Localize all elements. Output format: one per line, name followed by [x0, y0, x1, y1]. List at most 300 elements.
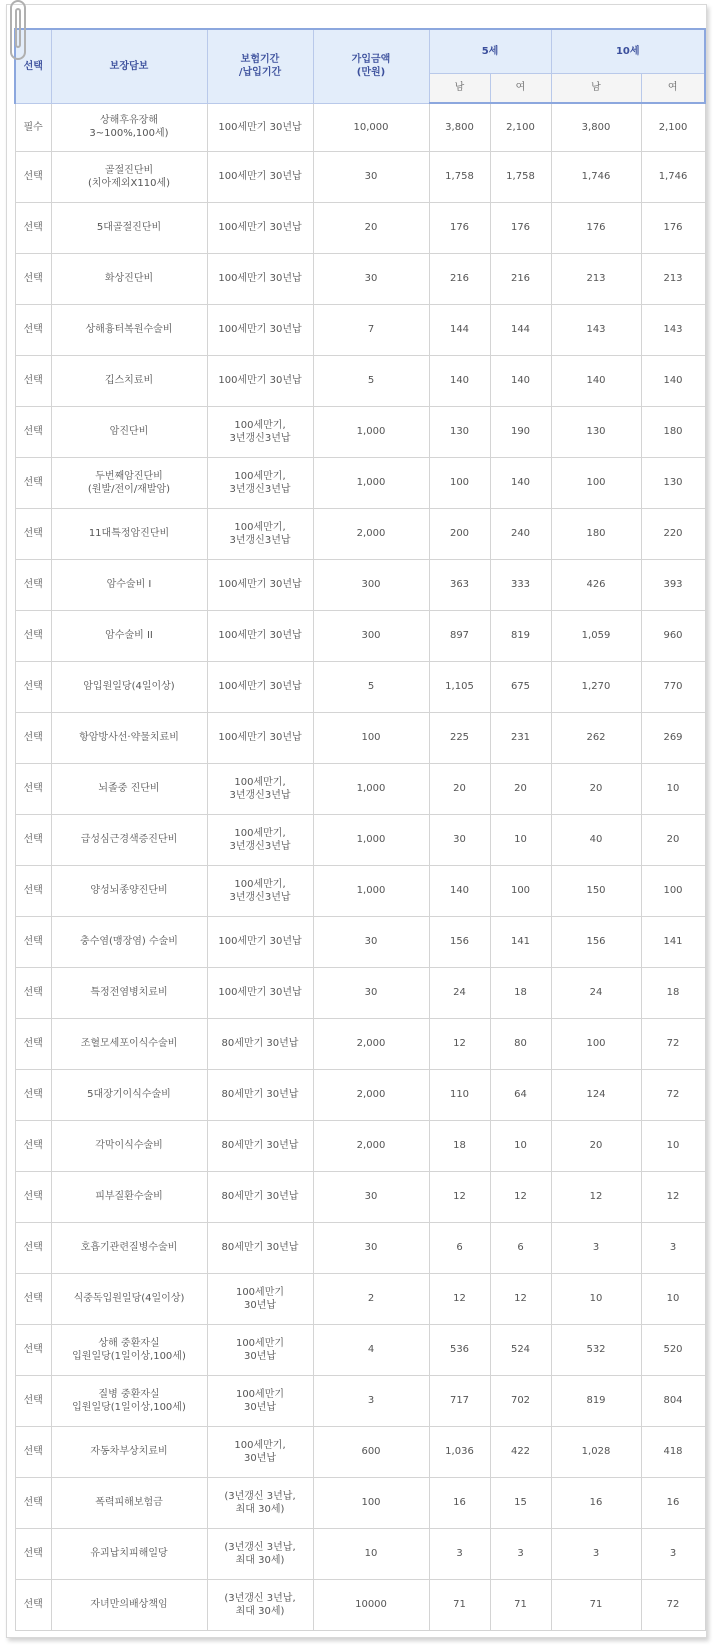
cell-type: 선택 [15, 814, 51, 865]
cell-female-10: 269 [641, 712, 705, 763]
cell-male-10: 262 [551, 712, 641, 763]
cell-type: 선택 [15, 406, 51, 457]
cell-female-10: 143 [641, 304, 705, 355]
cell-coverage-line: 상해흉터복원수술비 [85, 324, 173, 335]
cell-period-line: 80세만기 30년납 [221, 1038, 299, 1049]
cell-amount: 1,000 [313, 457, 429, 508]
cell-male-5: 16 [429, 1477, 490, 1528]
cell-period [207, 1273, 313, 1324]
cell-male-5: 200 [429, 508, 490, 559]
cell-male-5: 24 [429, 967, 490, 1018]
cell-coverage [51, 202, 207, 253]
cell-period [207, 151, 313, 202]
cell-coverage-line: 3~100%,100세) [89, 128, 169, 139]
table-row [15, 304, 705, 355]
cell-female-5: 140 [490, 457, 551, 508]
cell-period [207, 508, 313, 559]
table-row [15, 1018, 705, 1069]
cell-female-5: 64 [490, 1069, 551, 1120]
cell-period [207, 406, 313, 457]
cell-coverage-line: 화상진단비 [104, 273, 154, 284]
cell-male-10: 124 [551, 1069, 641, 1120]
cell-period-line: (3년갱신 3년납, [224, 1592, 296, 1604]
cell-type: 선택 [15, 1324, 51, 1375]
cell-amount: 2,000 [313, 1018, 429, 1069]
cell-female-5: 190 [490, 406, 551, 457]
cell-coverage [51, 1018, 207, 1069]
cell-male-5: 12 [429, 1273, 490, 1324]
cell-period-line: 100세만기, [234, 1439, 286, 1451]
cell-type: 선택 [15, 712, 51, 763]
cell-type: 선택 [15, 1120, 51, 1171]
cell-period [207, 865, 313, 916]
cell-period-line: 80세만기 30년납 [221, 1191, 299, 1202]
cell-male-5: 6 [429, 1222, 490, 1273]
cell-female-10: 130 [641, 457, 705, 508]
cell-type: 선택 [15, 508, 51, 559]
table-body [15, 103, 705, 1630]
cell-male-10: 180 [551, 508, 641, 559]
cell-coverage-line: 입원일당(1일이상,100세) [72, 1401, 186, 1413]
cell-type: 선택 [15, 559, 51, 610]
cell-coverage-line: 11대특정암진단비 [88, 528, 170, 539]
table-row [15, 253, 705, 304]
cell-male-10: 40 [551, 814, 641, 865]
cell-female-10: 180 [641, 406, 705, 457]
header-type: 선택 [15, 29, 51, 103]
cell-coverage [51, 103, 207, 151]
cell-female-5: 12 [490, 1273, 551, 1324]
cell-period-line: 최대 30세) [235, 1503, 285, 1515]
cell-period-line: 3년갱신3년납 [229, 534, 291, 546]
cell-coverage [51, 1069, 207, 1120]
cell-period-line: 100세만기 30년납 [218, 324, 302, 335]
cell-coverage-line: 자동차부상치료비 [90, 1446, 168, 1457]
cell-period [207, 1579, 313, 1630]
table-row [15, 1120, 705, 1171]
cell-female-5: 422 [490, 1426, 551, 1477]
cell-female-10: 10 [641, 763, 705, 814]
table-row [15, 763, 705, 814]
cell-type: 선택 [15, 1018, 51, 1069]
cell-male-5: 140 [429, 865, 490, 916]
cell-male-10: 130 [551, 406, 641, 457]
cell-period [207, 1426, 313, 1477]
cell-amount: 2,000 [313, 508, 429, 559]
cell-female-10: 520 [641, 1324, 705, 1375]
cell-amount: 20 [313, 202, 429, 253]
cell-type: 선택 [15, 1069, 51, 1120]
cell-period [207, 559, 313, 610]
cell-period-line: 3년갱신3년납 [229, 840, 291, 852]
cell-male-10: 1,746 [551, 151, 641, 202]
cell-female-10: 72 [641, 1069, 705, 1120]
cell-female-10: 100 [641, 865, 705, 916]
cell-period [207, 1375, 313, 1426]
cell-female-10: 213 [641, 253, 705, 304]
cell-amount: 2,000 [313, 1069, 429, 1120]
cell-female-10: 176 [641, 202, 705, 253]
cell-female-10: 140 [641, 355, 705, 406]
cell-male-10: 71 [551, 1579, 641, 1630]
table-row [15, 661, 705, 712]
cell-type: 선택 [15, 457, 51, 508]
cell-period-line: 100세만기 30년납 [218, 579, 302, 590]
cell-amount: 4 [313, 1324, 429, 1375]
cell-coverage [51, 1171, 207, 1222]
cell-female-5: 140 [490, 355, 551, 406]
cell-male-5: 1,758 [429, 151, 490, 202]
cell-amount: 1,000 [313, 814, 429, 865]
cell-female-10: 1,746 [641, 151, 705, 202]
cell-male-5: 156 [429, 916, 490, 967]
cell-coverage-line: 급성심근경색증진단비 [80, 834, 178, 845]
cell-amount: 1,000 [313, 763, 429, 814]
cell-male-10: 3 [551, 1528, 641, 1579]
cell-period-line: 100세만기 30년납 [218, 273, 302, 284]
table-row [15, 1222, 705, 1273]
header-period [207, 29, 313, 103]
cell-period-line: 3년갱신3년납 [229, 432, 291, 444]
cell-coverage [51, 1426, 207, 1477]
cell-period-line: 100세만기 30년납 [218, 681, 302, 692]
cell-period-line: 3년갱신3년납 [229, 483, 291, 495]
cell-type: 선택 [15, 1273, 51, 1324]
cell-period-line: 100세만기 30년납 [218, 936, 302, 947]
cell-amount: 7 [313, 304, 429, 355]
cell-female-10: 960 [641, 610, 705, 661]
cell-period [207, 1120, 313, 1171]
cell-female-10: 18 [641, 967, 705, 1018]
cell-amount: 100 [313, 1477, 429, 1528]
cell-coverage-line: 입원일당(1일이상,100세) [72, 1350, 186, 1362]
cell-type: 선택 [15, 151, 51, 202]
cell-female-10: 10 [641, 1273, 705, 1324]
table-row [15, 610, 705, 661]
cell-male-10: 1,270 [551, 661, 641, 712]
cell-female-10: 10 [641, 1120, 705, 1171]
cell-female-10: 804 [641, 1375, 705, 1426]
table-row [15, 916, 705, 967]
cell-male-10: 819 [551, 1375, 641, 1426]
cell-coverage-line: 암수술비 II [105, 630, 153, 641]
cell-male-5: 140 [429, 355, 490, 406]
cell-female-5: 3 [490, 1528, 551, 1579]
cell-type: 선택 [15, 763, 51, 814]
cell-coverage-line: 질병 중환자실 [98, 1388, 160, 1400]
cell-male-10: 10 [551, 1273, 641, 1324]
cell-male-5: 20 [429, 763, 490, 814]
cell-male-5: 216 [429, 253, 490, 304]
cell-male-5: 110 [429, 1069, 490, 1120]
table-row [15, 814, 705, 865]
cell-male-5: 176 [429, 202, 490, 253]
cell-male-5: 30 [429, 814, 490, 865]
cell-amount: 30 [313, 916, 429, 967]
cell-coverage-line: 두번째암진단비 [95, 470, 163, 482]
cell-coverage-line: 호흡기관련질병수술비 [80, 1242, 178, 1253]
cell-coverage [51, 610, 207, 661]
cell-amount: 30 [313, 253, 429, 304]
cell-coverage-line: 폭력피해보험금 [95, 1497, 163, 1508]
cell-coverage-line: 상해 중환자실 [98, 1337, 160, 1349]
cell-coverage-line: 각막이식수술비 [95, 1140, 163, 1151]
cell-female-5: 524 [490, 1324, 551, 1375]
cell-male-10: 20 [551, 1120, 641, 1171]
cell-coverage-line: 골절진단비 [104, 164, 154, 176]
table-row [15, 1069, 705, 1120]
cell-male-5: 225 [429, 712, 490, 763]
cell-female-10: 3 [641, 1528, 705, 1579]
cell-male-10: 16 [551, 1477, 641, 1528]
cell-male-10: 176 [551, 202, 641, 253]
cell-coverage [51, 967, 207, 1018]
cell-male-5: 12 [429, 1171, 490, 1222]
cell-amount: 2 [313, 1273, 429, 1324]
table-row [15, 103, 705, 151]
cell-period [207, 1528, 313, 1579]
cell-coverage-line: 깁스치료비 [104, 375, 154, 386]
cell-period [207, 1018, 313, 1069]
cell-period-line: 100세만기 30년납 [218, 630, 302, 641]
cell-coverage-line: (원발/전이/재발암) [87, 483, 171, 495]
cell-coverage [51, 559, 207, 610]
cell-type: 선택 [15, 865, 51, 916]
cell-male-10: 150 [551, 865, 641, 916]
cell-period-line: 100세만기 30년납 [218, 171, 302, 182]
cell-amount: 1,000 [313, 406, 429, 457]
cell-coverage [51, 1120, 207, 1171]
table-row [15, 1375, 705, 1426]
cell-female-5: 1,758 [490, 151, 551, 202]
table-row [15, 1528, 705, 1579]
cell-coverage [51, 814, 207, 865]
cell-type: 선택 [15, 661, 51, 712]
cell-period-line: 30년납 [243, 1452, 277, 1464]
cell-female-5: 10 [490, 1120, 551, 1171]
table-row [15, 1171, 705, 1222]
cell-coverage-line: 자녀만의배상책임 [90, 1599, 168, 1610]
cell-female-5: 15 [490, 1477, 551, 1528]
header-female-5: 여 [490, 73, 551, 103]
table-row [15, 712, 705, 763]
cell-amount: 100 [313, 712, 429, 763]
cell-period-line: 100세만기, [234, 827, 286, 839]
cell-period-line: 80세만기 30년납 [221, 1089, 299, 1100]
cell-coverage-line: 피부질환수술비 [95, 1191, 163, 1202]
cell-amount: 600 [313, 1426, 429, 1477]
cell-period-line: 100세만기 30년납 [218, 732, 302, 743]
table-row [15, 559, 705, 610]
header-female-10: 여 [641, 73, 705, 103]
cell-amount: 30 [313, 1171, 429, 1222]
cell-period-line: 100세만기, [234, 521, 286, 533]
cell-female-5: 20 [490, 763, 551, 814]
cell-female-5: 100 [490, 865, 551, 916]
cell-female-5: 231 [490, 712, 551, 763]
cell-male-10: 24 [551, 967, 641, 1018]
cell-female-10: 72 [641, 1579, 705, 1630]
cell-coverage [51, 763, 207, 814]
cell-period-line: (3년갱신 3년납, [224, 1541, 296, 1553]
cell-amount: 1,000 [313, 865, 429, 916]
cell-amount: 30 [313, 1222, 429, 1273]
cell-male-5: 18 [429, 1120, 490, 1171]
cell-coverage-line: 식중독입원일당(4일이상) [73, 1293, 185, 1304]
table-row [15, 508, 705, 559]
cell-coverage [51, 916, 207, 967]
cell-type: 선택 [15, 304, 51, 355]
cell-male-10: 20 [551, 763, 641, 814]
cell-female-5: 18 [490, 967, 551, 1018]
cell-coverage [51, 1477, 207, 1528]
cell-period-line: 80세만기 30년납 [221, 1140, 299, 1151]
cell-coverage [51, 457, 207, 508]
header-amount [313, 29, 429, 103]
cell-female-10: 3 [641, 1222, 705, 1273]
cell-male-10: 532 [551, 1324, 641, 1375]
table-row [15, 1426, 705, 1477]
header-male-5: 남 [429, 73, 490, 103]
cell-type: 선택 [15, 355, 51, 406]
cell-female-5: 141 [490, 916, 551, 967]
cell-male-5: 3 [429, 1528, 490, 1579]
cell-type: 선택 [15, 1375, 51, 1426]
cell-period-line: 30년납 [243, 1299, 277, 1311]
cell-male-10: 213 [551, 253, 641, 304]
cell-period-line: 100세만기 30년납 [218, 121, 302, 133]
cell-female-10: 16 [641, 1477, 705, 1528]
cell-female-10: 141 [641, 916, 705, 967]
cell-amount: 300 [313, 559, 429, 610]
cell-female-5: 176 [490, 202, 551, 253]
cell-male-5: 144 [429, 304, 490, 355]
cell-type: 선택 [15, 1477, 51, 1528]
cell-coverage-line: 5대골절진단비 [96, 222, 162, 233]
cell-period [207, 202, 313, 253]
cell-type: 선택 [15, 967, 51, 1018]
cell-coverage [51, 406, 207, 457]
cell-period [207, 355, 313, 406]
cell-female-10: 12 [641, 1171, 705, 1222]
cell-period-line: 최대 30세) [235, 1605, 285, 1617]
cell-type: 선택 [15, 916, 51, 967]
cell-period [207, 1171, 313, 1222]
cell-period-line: 100세만기 30년납 [218, 987, 302, 998]
cell-coverage [51, 304, 207, 355]
cell-female-5: 12 [490, 1171, 551, 1222]
cell-male-10: 1,028 [551, 1426, 641, 1477]
cell-amount: 5 [313, 661, 429, 712]
cell-coverage-line: 뇌졸중 진단비 [98, 783, 160, 794]
cell-amount: 30 [313, 967, 429, 1018]
cell-coverage [51, 355, 207, 406]
cell-female-10: 770 [641, 661, 705, 712]
cell-period-line: 100세만기, [234, 470, 286, 482]
cell-period-line: 100세만기 [235, 1337, 285, 1349]
cell-amount: 300 [313, 610, 429, 661]
header-male-10: 남 [551, 73, 641, 103]
cell-amount: 2,000 [313, 1120, 429, 1171]
cell-coverage [51, 1324, 207, 1375]
header-amount-line1: 가입금액 [351, 54, 391, 66]
cell-period [207, 103, 313, 151]
cell-male-5: 717 [429, 1375, 490, 1426]
cell-period-line: 30년납 [243, 1401, 277, 1413]
table-row [15, 355, 705, 406]
cell-male-5: 100 [429, 457, 490, 508]
cell-type: 선택 [15, 1222, 51, 1273]
cell-period-line: 3년갱신3년납 [229, 891, 291, 903]
cell-amount: 5 [313, 355, 429, 406]
cell-coverage-line: 암수술비 I [106, 579, 152, 590]
cell-coverage-line: 특정전염병치료비 [90, 987, 168, 998]
cell-male-10: 100 [551, 457, 641, 508]
table-row [15, 967, 705, 1018]
cell-coverage [51, 1273, 207, 1324]
cell-period [207, 1069, 313, 1120]
cell-period [207, 253, 313, 304]
cell-period [207, 763, 313, 814]
cell-type: 선택 [15, 253, 51, 304]
cell-male-10: 1,059 [551, 610, 641, 661]
cell-coverage-line: (치아제외X110세) [87, 177, 171, 189]
cell-type: 선택 [15, 1426, 51, 1477]
cell-amount: 3 [313, 1375, 429, 1426]
cell-period-line: 3년갱신3년납 [229, 789, 291, 801]
cell-male-10: 100 [551, 1018, 641, 1069]
cell-male-5: 897 [429, 610, 490, 661]
cell-female-10: 418 [641, 1426, 705, 1477]
cell-male-5: 363 [429, 559, 490, 610]
cell-male-10: 143 [551, 304, 641, 355]
cell-coverage-line: 충수염(맹장염) 수술비 [80, 936, 178, 947]
cell-female-10: 220 [641, 508, 705, 559]
cell-amount: 10,000 [313, 103, 429, 151]
cell-period-line: (3년갱신 3년납, [224, 1490, 296, 1502]
table-row [15, 865, 705, 916]
cell-male-5: 12 [429, 1018, 490, 1069]
header-coverage: 보장담보 [51, 29, 207, 103]
cell-coverage-line: 조혈모세포이식수술비 [80, 1038, 178, 1049]
cell-type: 선택 [15, 610, 51, 661]
cell-male-10: 3 [551, 1222, 641, 1273]
table-row [15, 406, 705, 457]
cell-period [207, 967, 313, 1018]
cell-male-5: 130 [429, 406, 490, 457]
cell-type: 필수 [15, 103, 51, 151]
cell-female-5: 240 [490, 508, 551, 559]
cell-coverage-line: 양성뇌종양진단비 [90, 885, 168, 896]
cell-period [207, 457, 313, 508]
cell-coverage [51, 1222, 207, 1273]
cell-type: 선택 [15, 1171, 51, 1222]
cell-male-5: 1,036 [429, 1426, 490, 1477]
cell-coverage-line: 암진단비 [109, 426, 149, 437]
cell-period-line: 최대 30세) [235, 1554, 285, 1566]
cell-coverage [51, 712, 207, 763]
cell-male-5: 71 [429, 1579, 490, 1630]
cell-female-5: 216 [490, 253, 551, 304]
header-age-10: 10세 [551, 29, 705, 73]
cell-period-line: 100세만기 30년납 [218, 375, 302, 386]
cell-female-5: 675 [490, 661, 551, 712]
table-row [15, 151, 705, 202]
cell-coverage-line: 5대장기이식수술비 [87, 1089, 171, 1100]
cell-period-line: 100세만기, [234, 878, 286, 890]
cell-period [207, 712, 313, 763]
cell-male-10: 426 [551, 559, 641, 610]
